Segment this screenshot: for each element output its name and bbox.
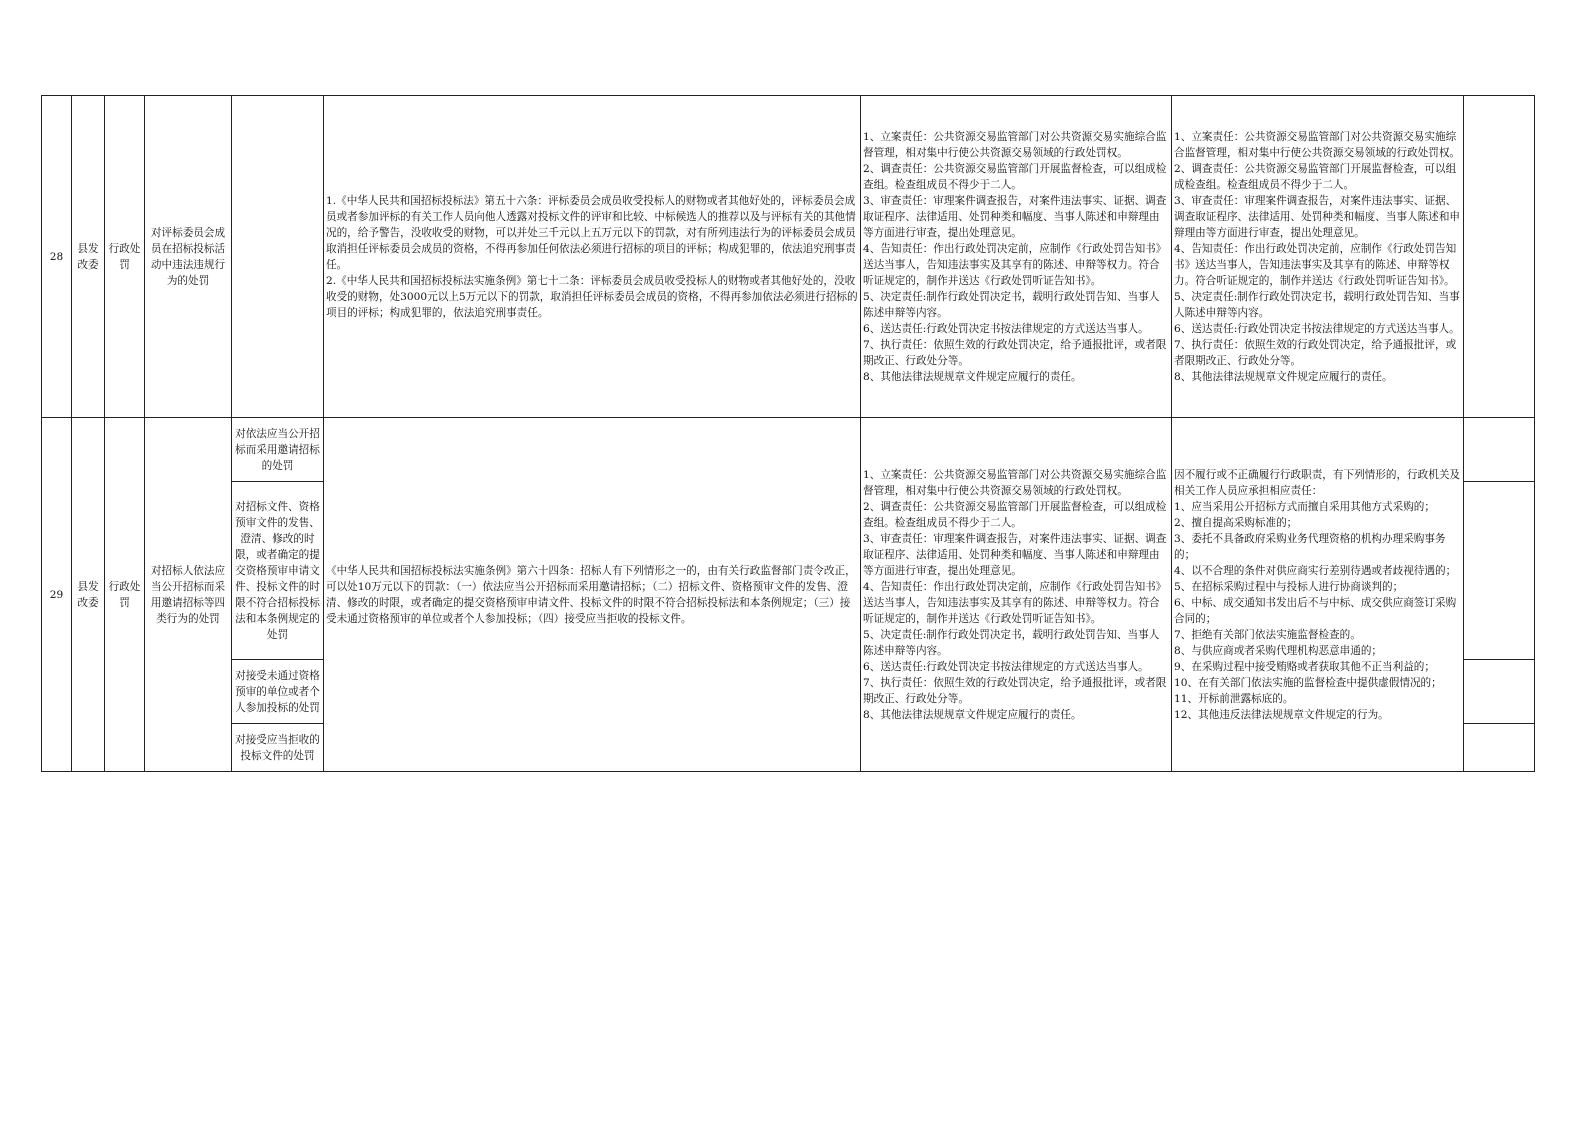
duty-item: 3、审查责任：审理案件调查报告，对案件违法事实、证据、调查取证程序、法律适用、处罚种类和幅度、当事人陈述和申辩理由等方面进行审查，提出处理意见。 — [863, 532, 1167, 577]
remark-cell — [1464, 660, 1535, 724]
duty-item: 4、告知责任：作出行政处罚决定前，应制作《行政处罚告知书》送达当事人，告知违法事实及其享有的陈述、申辩等权力。符合听证规定的，制作并送达《行政处罚听证告知书》。 — [863, 580, 1167, 625]
basis-paragraph: 《中华人民共和国招标投标法实施条例》第六十四条：招标人有下列情形之一的，由有关行政监督部门责令改正，可以处10万元以下的罚款：（一）依法应当公开招标而采用邀请招标；（二）招标文件、资格预审文件的发售、澄清、修改的时限，或者确定的提交资格预审申请文件、投标文件的时限不符合招标投标法和本条例规定；（三）接受未通过资格预审的单位或者个人参加投标；（四）接受应当拒收的投标文件。 — [326, 564, 856, 625]
row-number: 28 — [42, 96, 72, 418]
sub-item-cell: 对接受未通过资格预审的单位或者个人参加投标的处罚 — [232, 660, 324, 724]
duty-item: 5、决定责任:制作行政处罚决定书，载明行政处罚告知、当事人陈述申辩等内容。 — [863, 628, 1160, 657]
duty-item: 1、立案责任：公共资源交易监管部门对公共资源交易实施综合监督管理，相对集中行使公共资源交易领域的行政处罚权。 — [863, 130, 1167, 159]
accountability-item: 5、在招标采购过程中与投标人进行协商谈判的； — [1174, 580, 1404, 593]
duty-item: 6、送达责任:行政处罚决定书按法律规定的方式送达当事人。 — [863, 660, 1149, 673]
accountability-item: 5、决定责任:制作行政处罚决定书，载明行政处罚告知、当事人陈述申辩等内容。 — [1174, 290, 1460, 319]
accountability-item: 10、在有关部门依法实施的监督检查中提供虚假情况的； — [1174, 676, 1442, 689]
sub-item-cell — [232, 96, 324, 418]
responsibility-table — [41, 95, 1535, 772]
accountability-item: 2、擅自提高采购标准的； — [1174, 516, 1298, 529]
duty-item: 2、调查责任：公共资源交易监管部门开展监督检查，可以组成检查组。检查组成员不得少于二人。 — [863, 500, 1167, 529]
accountability-item: 6、送达责任:行政处罚决定书按法律规定的方式送达当事人。 — [1174, 322, 1460, 335]
accountability-item: 6、中标、成交通知书发出后不与中标、成交供应商签订采购合同的； — [1174, 596, 1457, 625]
accountability-item: 3、委托不具备政府采购业务代理资格的机构办理采购事务的； — [1174, 532, 1446, 561]
row-number: 29 — [42, 418, 72, 772]
accountability-item: 7、执行责任：依照生效的行政处罚决定，给予通报批评，或者限期改正、行政处分等。 — [1174, 338, 1457, 367]
accountability-item: 2、调查责任：公共资源交易监管部门开展监督检查，可以组成检查组。检查组成员不得少于二人。 — [1174, 162, 1457, 191]
duty-item: 2、调查责任：公共资源交易监管部门开展监督检查，可以组成检查组。检查组成员不得少于二人。 — [863, 162, 1167, 191]
duty-item: 1、立案责任：公共资源交易监管部门对公共资源交易实施综合监督管理，相对集中行使公共资源交易领域的行政处罚权。 — [863, 468, 1167, 497]
category-cell: 行政处罚 — [105, 96, 145, 418]
duty-item: 8、其他法律法规规章文件规定应履行的责任。 — [863, 370, 1082, 383]
accountability-item: 9、在采购过程中接受贿赂或者获取其他不正当利益的； — [1174, 660, 1435, 673]
accountability-item: 8、其他法律法规规章文件规定应履行的责任。 — [1174, 370, 1393, 383]
accountability-item: 7、拒绝有关部门依法实施监督检查的。 — [1174, 628, 1361, 641]
item-name-cell: 对招标人依法应当公开招标而采用邀请招标等四类行为的处罚 — [145, 418, 232, 772]
duty-item: 7、执行责任：依照生效的行政处罚决定，给予通报批评，或者限期改正、行政处分等。 — [863, 676, 1167, 705]
remark-cell — [1464, 724, 1535, 772]
accountability-item: 11、开标前泄露标底的。 — [1174, 692, 1294, 705]
accountability-item: 12、其他违反法律法规规章文件规定的行为。 — [1174, 708, 1389, 721]
duties-cell — [861, 96, 1172, 418]
legal-basis-cell — [324, 418, 861, 772]
accountability-item: 8、与供应商或者采购代理机构恶意串通的； — [1174, 644, 1383, 657]
remark-cell — [1464, 482, 1535, 660]
duty-item: 4、告知责任：作出行政处罚决定前，应制作《行政处罚告知书》送达当事人，告知违法事实及其享有的陈述、申辩等权力。符合听证规定的，制作并送达《行政处罚听证告知书》。 — [863, 242, 1167, 287]
sub-item-cell: 对接受应当拒收的投标文件的处罚 — [232, 724, 324, 772]
duty-item: 7、执行责任：依照生效的行政处罚决定，给予通报批评，或者限期改正、行政处分等。 — [863, 338, 1167, 367]
accountability-item: 1、立案责任：公共资源交易监管部门对公共资源交易实施综合监督管理，相对集中行使公共资源交易领域的行政处罚权。 — [1174, 130, 1461, 159]
duties-cell — [861, 418, 1172, 772]
accountability-cell — [1172, 96, 1464, 418]
sub-item-cell: 对依法应当公开招标而采用邀请招标的处罚 — [232, 418, 324, 482]
accountability-item: 1、应当采用公开招标方式而擅自采用其他方式采购的； — [1174, 500, 1435, 513]
remark-cell — [1464, 96, 1535, 418]
basis-paragraph: 1.《中华人民共和国招标投标法》第五十六条：评标委员会成员收受投标人的财物或者其他好处的，评标委员会成员或者参加评标的有关工作人员向他人透露对投标文件的评审和比较、中标候选人的推荐以及与评标有关的其他情况的，给予警告，没收收受的财物，可以并处三千元以上五万元以下的罚款，对有所列违法行为的评标委员会成员取消担任评标委员会成员的资格，不得再参加任何依法必须进行招标的项目的评标；构成犯罪的，依法追究刑事责任。 — [326, 194, 856, 271]
accountability-item: 4、告知责任：作出行政处罚决定前，应制作《行政处罚告知书》送达当事人，告知违法事实及其享有的陈述、申辩等权力。符合听证规定的，制作并送达《行政处罚听证告知书》。 — [1174, 242, 1457, 287]
remark-cell — [1464, 418, 1535, 482]
basis-paragraph: 2.《中华人民共和国招标投标法实施条例》第七十二条：评标委员会成员收受投标人的财物或者其他好处的，没收收受的财物，处3000元以上5万元以下的罚款，取消担任评标委员会成员的资格，不得再参加依法必须进行招标的项目的评标；构成犯罪的，依法追究刑事责任。 — [326, 274, 858, 319]
department-cell: 县发改委 — [72, 96, 105, 418]
legal-basis-cell — [324, 96, 861, 418]
accountability-item: 因不履行或不正确履行行政职责，有下列情形的，行政机关及相关工作人员应承担相应责任： — [1174, 468, 1461, 497]
sub-item-cell: 对招标文件、资格预审文件的发售、澄清、修改的时限，或者确定的提交资格预审申请文件、投标文件的时限不符合招标投标法和本条例规定的处罚 — [232, 482, 324, 660]
table-row — [42, 96, 1535, 418]
table-row — [42, 418, 1535, 482]
duty-item: 8、其他法律法规规章文件规定应履行的责任。 — [863, 708, 1082, 721]
duty-item: 3、审查责任：审理案件调查报告，对案件违法事实、证据、调查取证程序、法律适用、处罚种类和幅度、当事人陈述和申辩理由等方面进行审查，提出处理意见。 — [863, 194, 1167, 239]
category-cell: 行政处罚 — [105, 418, 145, 772]
department-cell: 县发改委 — [72, 418, 105, 772]
accountability-item: 4、以不合理的条件对供应商实行差别待遇或者歧视待遇的； — [1174, 564, 1457, 577]
duty-item: 5、决定责任:制作行政处罚决定书，载明行政处罚告知、当事人陈述申辩等内容。 — [863, 290, 1160, 319]
accountability-item: 3、审查责任：审理案件调查报告，对案件违法事实、证据、调查取证程序、法律适用、处罚种类和幅度、当事人陈述和申辩理由等方面进行审查，提出处理意见。 — [1174, 194, 1461, 239]
duty-item: 6、送达责任:行政处罚决定书按法律规定的方式送达当事人。 — [863, 322, 1149, 335]
item-name-cell: 对评标委员会成员在招标投标活动中违法违规行为的处罚 — [145, 96, 232, 418]
accountability-cell — [1172, 418, 1464, 772]
